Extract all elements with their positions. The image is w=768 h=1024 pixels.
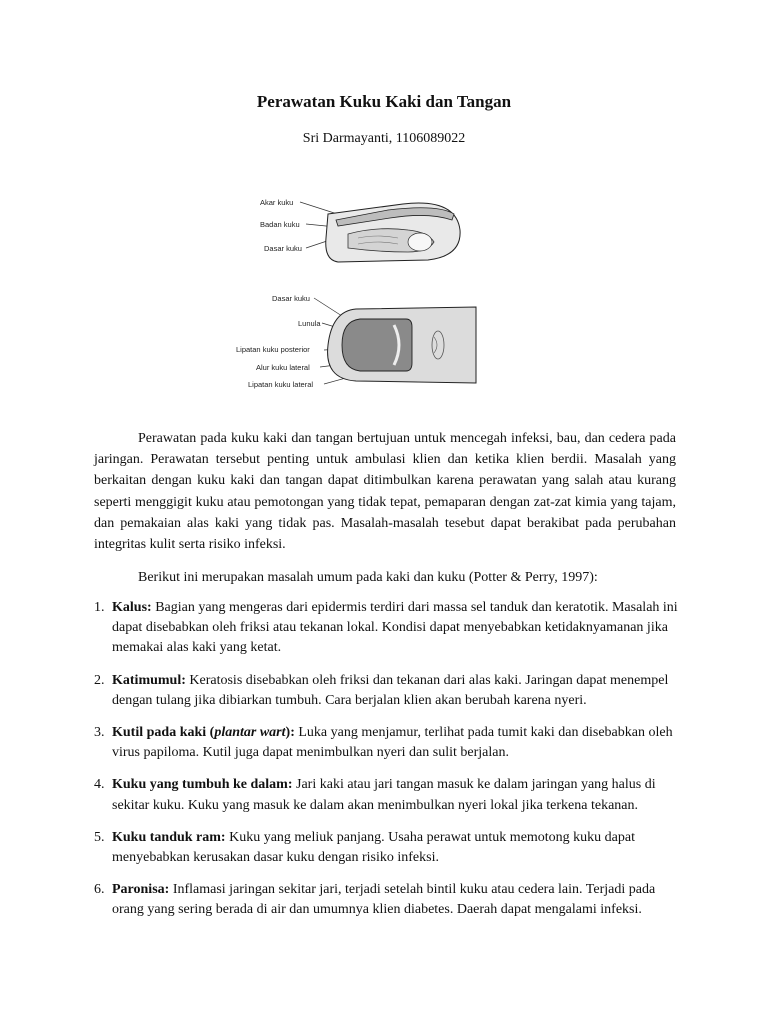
list-term: Kuku tanduk ram:: [112, 829, 226, 845]
label-badan-kuku: Badan kuku: [260, 220, 300, 229]
list-text: Kuku yang meliuk panjang. Usaha perawat untuk memotong kuku dapat menyebabkan kerusakan dasar kuku dengan risiko infeksi.: [112, 829, 635, 866]
list-term: Kutil pada kaki (plantar wart):: [112, 725, 295, 741]
label-dasar-kuku: Dasar kuku: [264, 244, 302, 253]
nail-top-view-illustration: [228, 285, 488, 400]
list-term-italic: plantar wart: [214, 725, 286, 741]
list-term: Kuku yang tumbuh ke dalam:: [112, 777, 293, 793]
label-lipatan-kuku-lateral: Lipatan kuku lateral: [248, 380, 314, 389]
list-number: 6.: [94, 882, 105, 898]
problem-list: [94, 598, 684, 933]
list-number: 3.: [94, 725, 105, 741]
label-alur-kuku-lateral: Alur kuku lateral: [256, 363, 310, 372]
label-akar-kuku: Akar kuku: [260, 198, 294, 207]
list-item: [94, 598, 684, 659]
list-term: Katimumul:: [112, 672, 186, 688]
list-text: Keratosis disebabkan oleh friksi dan tekanan dari alas kaki. Jaringan dapat menempel dengan tulang jika dibiarkan tumbuh. Cara berjalan klien akan berubah karena nyeri.: [112, 672, 669, 708]
author-line: Sri Darmayanti, 1106089022: [302, 131, 466, 146]
list-text: Jari kaki atau jari tangan masuk ke dalam jaringan yang halus di sekitar kuku. Kuku yang masuk ke dalam akan menimbulkan nyeri lokal jika terkena tekanan.: [112, 777, 656, 813]
list-term: Kalus:: [112, 600, 152, 615]
list-item: [94, 775, 684, 815]
label-lipatan-kuku-posterior: Lipatan kuku posterior: [236, 345, 310, 354]
nail-cross-section-figure: [228, 190, 488, 270]
list-number: 1.: [94, 600, 105, 615]
label-dasar-kuku-top: Dasar kuku: [272, 294, 310, 303]
nail-cross-section-illustration: [228, 190, 488, 270]
list-term: Paronisa:: [112, 882, 170, 898]
list-item: [94, 828, 684, 868]
list-number: 5.: [94, 829, 105, 845]
list-intro-paragraph: Berikut ini merupakan masalah umum pada kaki dan kuku (Potter & Perry, 1997):: [138, 570, 598, 585]
list-text: Luka yang menjamur, terlihat pada tumit kaki dan disebabkan oleh virus papiloma. Kutil juga dapat menimbulkan nyeri dan sulit berjalan.: [112, 725, 673, 761]
label-lunula: Lunula: [298, 319, 321, 328]
list-item: [94, 723, 684, 763]
list-number: 4.: [94, 777, 105, 793]
list-item: [94, 880, 684, 920]
list-item: [94, 671, 684, 711]
list-text: Inflamasi jaringan sekitar jari, terjadi setelah bintil kuku atau cedera lain. Terjadi pada orang yang sering berada di air dan umumnya klien diabetes. Daerah dapat mengalami infeksi.: [112, 882, 656, 918]
page-title: Perawatan Kuku Kaki dan Tangan: [256, 92, 512, 111]
intro-paragraph: Perawatan pada kuku kaki dan tangan bertujuan untuk mencegah infeksi, bau, dan cedera pada jaringan. Perawatan tersebut penting untuk ambulasi klien dan ketika klien berdii. Masalah yang berkaitan dengan kuku kaki dan tangan dapat ditimbulkan karena perawatan yang salah atau kurang seperti menggigit kuku atau pemotongan yang tidak tepat, pemaparan dengan zat-zat kimia yang tajam, dan pemakaian alas kaki yang tidak pas. Masalah-masalah tesebut dapat berakibat pada perubahan integritas kulit serta risiko infeksi.: [94, 431, 676, 553]
list-text: Bagian yang mengeras dari epidermis terdiri dari massa sel tanduk dan keratotik. Masalah ini dapat disebabkan oleh friksi atau tekanan lokal. Kondisi dapat menyebabkan ketidaknyamanan jika memakai alas kaki yang ketat.: [112, 600, 678, 656]
nail-top-view-figure: [228, 285, 488, 400]
list-number: 2.: [94, 672, 105, 688]
